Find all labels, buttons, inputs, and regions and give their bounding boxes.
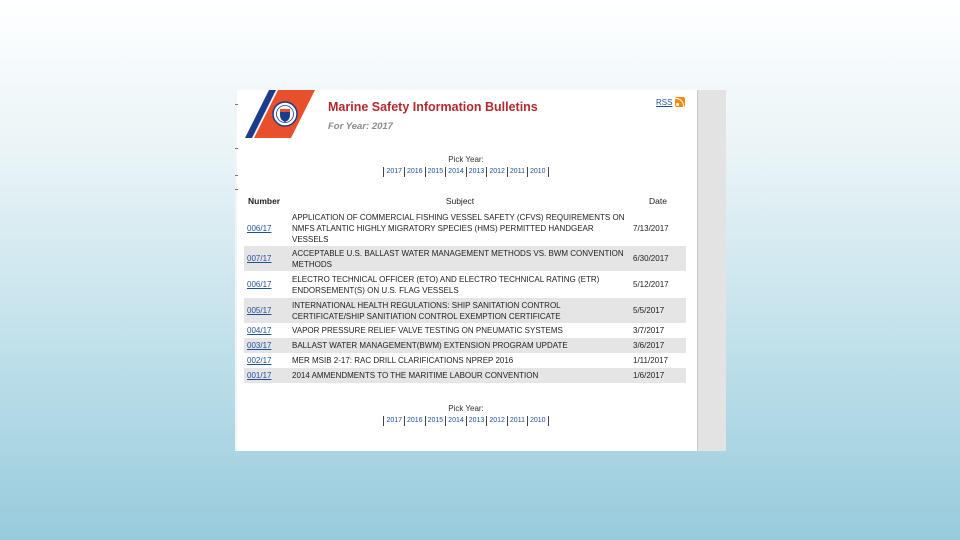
table-header-row	[244, 191, 686, 210]
year-links	[383, 416, 548, 426]
page-left-edge	[235, 90, 237, 451]
bulletin-number-cell	[244, 298, 290, 323]
rss-feed-link[interactable]	[656, 97, 685, 107]
bulletins-table	[244, 191, 686, 383]
year-picker-bottom	[235, 404, 697, 426]
table-row	[244, 210, 686, 246]
bulletin-number-cell	[244, 338, 290, 353]
column-header-number: Number	[244, 191, 290, 210]
vertical-scrollbar[interactable]	[697, 90, 726, 451]
year-link-2013[interactable]: 2013	[466, 167, 487, 177]
bulletin-date: 3/6/2017	[630, 338, 686, 353]
bulletin-number-cell	[244, 210, 290, 246]
bulletin-number-link[interactable]: 001/17	[247, 371, 272, 380]
bulletin-subject: VAPOR PRESSURE RELIEF VALVE TESTING ON PNEUMATIC SYSTEMS	[292, 326, 563, 335]
year-link-2011[interactable]: 2011	[507, 167, 527, 177]
column-header-date: Date	[630, 191, 686, 210]
table-row	[244, 271, 686, 298]
pick-year-label: Pick Year:	[448, 155, 484, 164]
year-link-2015[interactable]: 2015	[425, 167, 446, 177]
year-picker-top	[235, 155, 697, 177]
bulletin-number-cell	[244, 353, 290, 368]
bulletin-date: 3/7/2017	[633, 326, 665, 335]
bulletin-date: 5/5/2017	[630, 298, 686, 323]
year-link-2010[interactable]: 2010	[527, 416, 549, 426]
coast-guard-logo	[245, 90, 315, 138]
bulletin-subject: 2014 AMMENDMENTS TO THE MARITIME LABOUR CONVENTION	[290, 368, 630, 383]
year-link-2015[interactable]: 2015	[425, 416, 446, 426]
bulletin-subject: INTERNATIONAL HEALTH REGULATIONS: SHIP SANITATION CONTROL CERTIFICATE/SHIP SANITIATION CONTROL EXEMPTION CERTIFICATE	[290, 298, 630, 323]
bulletin-number-link[interactable]: 006/17	[247, 223, 272, 233]
bulletin-subject: ELECTRO TECHNICAL OFFICER (ETO) AND ELECTRO TECHNICAL RATING (ETR) ENDORSEMENT(S) ON U.S. FLAG VESSELS	[292, 274, 600, 295]
year-links	[383, 167, 548, 177]
bulletin-number-link[interactable]: 006/17	[247, 280, 272, 289]
bulletin-number-link[interactable]: 007/17	[247, 254, 272, 263]
table-row	[244, 338, 686, 353]
bulletin-date: 1/11/2017	[633, 356, 668, 365]
bulletin-number-link[interactable]: 003/17	[247, 341, 272, 350]
bulletin-subject: MER MSIB 2-17: RAC DRILL CLARIFICATIONS NPREP 2016	[292, 356, 514, 365]
table-row	[244, 246, 686, 271]
bulletin-date: 7/13/2017	[633, 223, 669, 233]
year-link-2012[interactable]: 2012	[486, 167, 507, 177]
bulletin-number-cell	[244, 368, 290, 383]
year-link-2017[interactable]: 2017	[383, 167, 404, 177]
bulletin-subject: APPLICATION OF COMMERCIAL FISHING VESSEL SAFETY (CFVS) REQUIREMENTS ON NMFS ATLANTIC HIGHLY MIGRATORY SPECIES (HMS) PERMITTED HANDGEAR VESSELS	[292, 212, 625, 244]
bulletin-date: 5/12/2017	[633, 280, 669, 289]
bulletin-number-link[interactable]: 002/17	[247, 356, 272, 365]
year-link-2017[interactable]: 2017	[383, 416, 404, 426]
bulletin-number-link[interactable]: 004/17	[247, 326, 272, 335]
bulletin-number-link[interactable]: 005/17	[247, 306, 272, 315]
table-row	[244, 353, 686, 368]
bulletin-subject: BALLAST WATER MANAGEMENT(BWM) EXTENSION PROGRAM UPDATE	[290, 338, 630, 353]
bulletin-number-cell	[244, 271, 290, 298]
year-link-2014[interactable]: 2014	[445, 416, 466, 426]
year-link-2010[interactable]: 2010	[527, 167, 549, 177]
pick-year-label: Pick Year:	[448, 404, 484, 413]
bulletin-number-cell	[244, 246, 290, 271]
year-link-2014[interactable]: 2014	[445, 167, 466, 177]
page-subtitle: For Year: 2017	[328, 121, 393, 132]
rss-icon[interactable]	[675, 97, 685, 107]
table-row	[244, 323, 686, 338]
bulletin-number-cell	[244, 323, 290, 338]
year-link-2016[interactable]: 2016	[404, 416, 425, 426]
year-link-2016[interactable]: 2016	[404, 167, 425, 177]
year-link-2012[interactable]: 2012	[486, 416, 507, 426]
year-link-2011[interactable]: 2011	[507, 416, 527, 426]
bulletin-subject: ACCEPTABLE U.S. BALLAST WATER MANAGEMENT METHODS VS. BWM CONVENTION METHODS	[290, 246, 630, 271]
edge-tick	[235, 189, 238, 190]
page-title: Marine Safety Information Bulletins	[328, 100, 538, 114]
edge-tick	[235, 104, 238, 105]
bulletin-date: 6/30/2017	[630, 246, 686, 271]
edge-tick	[235, 148, 238, 149]
column-header-subject: Subject	[290, 191, 630, 210]
table-row	[244, 368, 686, 383]
year-link-2013[interactable]: 2013	[466, 416, 487, 426]
bulletin-date: 1/6/2017	[630, 368, 686, 383]
table-row	[244, 298, 686, 323]
browser-screenshot	[235, 90, 726, 451]
rss-label[interactable]: RSS	[656, 97, 673, 107]
